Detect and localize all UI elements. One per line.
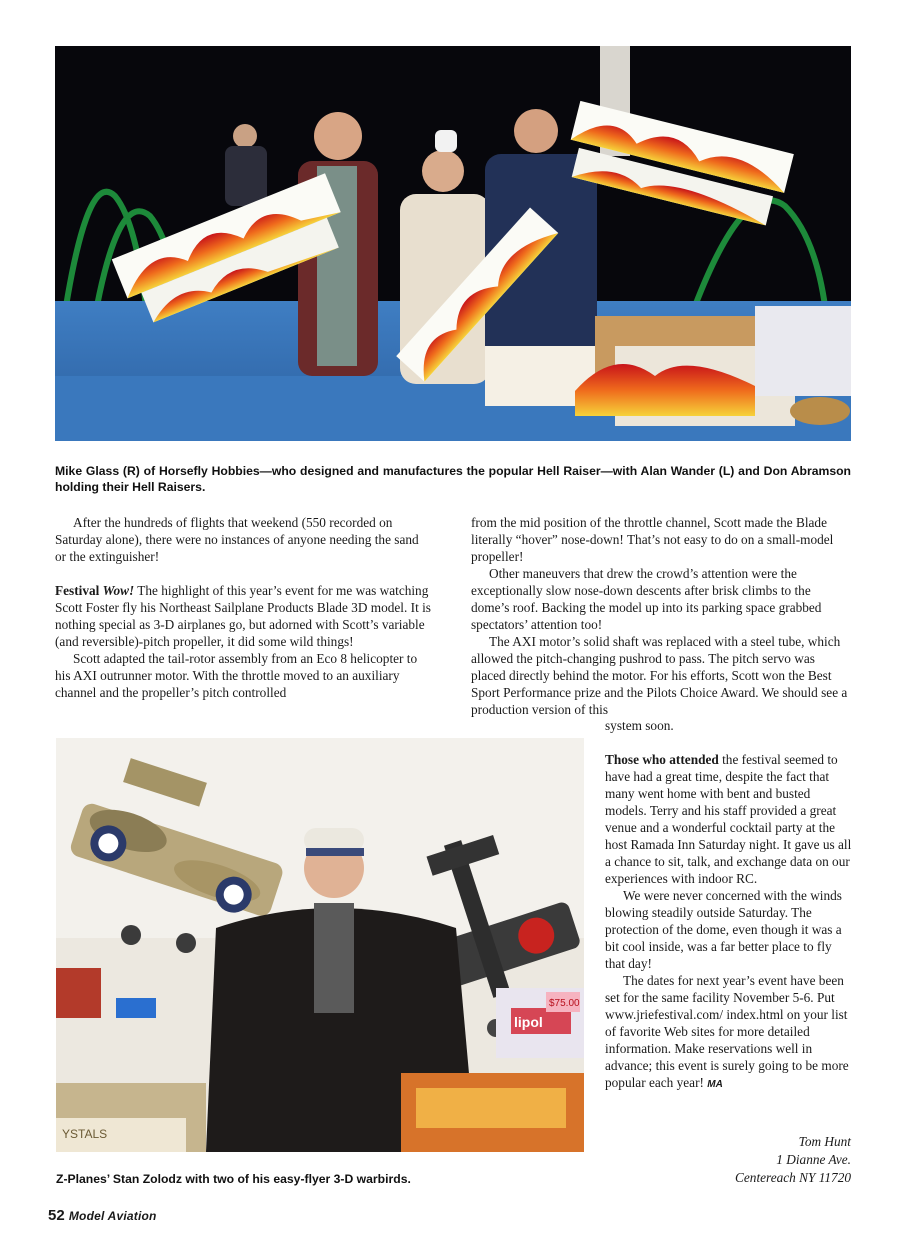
page-footer (48, 1207, 157, 1224)
paragraph: system soon. (605, 718, 674, 733)
box-label: YSTALS (62, 1127, 108, 1141)
photo-hell-raisers-illustration (55, 46, 851, 441)
run-in-heading: Those who attended (605, 752, 719, 767)
run-in-heading: Festival (55, 583, 103, 598)
photo-stan-zolodz-illustration (56, 738, 584, 1152)
paragraph: After the hundreds of flights that weekend (550 recorded on Saturday alone), there were no instances of anyone needing the sand or the extinguisher! (55, 515, 419, 564)
price-tag: $75.00 (549, 998, 580, 1009)
end-mark: MA (707, 1079, 723, 1090)
box-logo: lipol (514, 1014, 543, 1030)
caption-top-photo: Mike Glass (R) of Horsefly Hobbies—who designed and manufactures the popular Hell Raiser—with Alan Wander (L) and Don Abramson holding their Hell Raisers. (55, 464, 851, 494)
paragraph: The AXI motor’s solid shaft was replaced with a steel tube, which allowed the pitch-changing pushrod to pass. The pitch servo was placed directly behind the motor. For his efforts, Scott won the Best Sport Performance prize and the Pilots Choice Award. We should see a production version of this (471, 634, 848, 717)
photo-hell-raisers (55, 46, 851, 441)
run-in-heading-wow: Wow! (102, 583, 135, 598)
magazine-name: Model Aviation (68, 1209, 157, 1223)
paragraph-closing: The dates for next year’s event have been set for the same facility November 5-6. Put www.jriefestival.com/ index.html on your list of favorite Web sites for more detailed information. Make reservations well in advance; this event is surely going to be more popular each year! MA (605, 973, 849, 1090)
paragraph-festival-wow: Festival Wow! The highlight of this year’s event for me was watching Scott Foster fly his Northeast Sailplane Products Blade 3D model. It is nothing special as 3-D airplanes go, but adorned with Scott’s variable (and reversible)-pitch propeller, it did some wild things! (55, 583, 431, 649)
author-signature (735, 1133, 851, 1187)
paragraph: from the mid position of the throttle channel, Scott made the Blade literally “hover” nose-down! That’s not easy to do on a small-model propeller! (471, 515, 834, 564)
paragraph: Scott adapted the tail-rotor assembly from an Eco 8 helicopter to his AXI outrunner motor. With the throttle moved to an auxiliary channel and the propeller’s pitch controlled (55, 651, 418, 700)
article-column-left (55, 514, 433, 701)
paragraph-those-who-attended: Those who attended the festival seemed to have had a great time, despite the fact that many went home with bent and busted models. Terry and his staff provided a great venue and a wonderful cocktail party at the host Ramada Inn Saturday night. It gave us all a chance to sit, talk, and exchange data on our experiences with indoor RC. (605, 752, 852, 886)
author-name: Tom Hunt (798, 1134, 851, 1149)
article-column-right (605, 718, 853, 1093)
author-street: 1 Dianne Ave. (776, 1152, 851, 1167)
author-city: Centereach NY 11720 (735, 1170, 851, 1185)
photo-stan-zolodz (56, 738, 584, 1152)
paragraph: Other maneuvers that drew the crowd’s attention were the exceptionally slow nose-down descents after brisk climbs to the dome’s roof. Backing the model up into its parking space grabbed spectators’ attention too! (471, 566, 822, 632)
page-number: 52 (48, 1207, 65, 1224)
caption-bottom-photo: Z-Planes’ Stan Zolodz with two of his easy-flyer 3-D warbirds. (56, 1172, 411, 1186)
article-column-middle (471, 514, 851, 718)
paragraph: We were never concerned with the winds blowing steadily outside Saturday. The protection of the dome, even though it was a bit cool inside, was a far better place to fly that day! (605, 888, 842, 971)
